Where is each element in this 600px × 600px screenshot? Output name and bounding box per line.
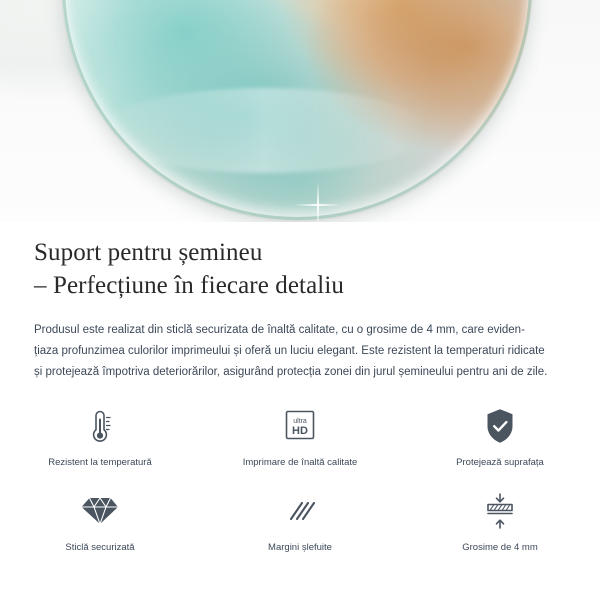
svg-text:ultra: ultra bbox=[293, 418, 307, 425]
copy-block bbox=[0, 222, 600, 383]
feature-item-surface-protection bbox=[400, 398, 600, 469]
feature-item-temperature bbox=[0, 398, 200, 469]
ultra-hd-icon bbox=[278, 404, 322, 448]
round-glass-panel bbox=[62, 0, 532, 220]
feature-label: Protejează suprafața bbox=[456, 457, 544, 468]
feature-item-print-quality bbox=[200, 398, 400, 469]
headline-line-1: Suport pentru șemineu bbox=[34, 239, 263, 266]
feature-item-polished-edges bbox=[200, 483, 400, 554]
thermometer-icon bbox=[78, 404, 122, 448]
shield-check-icon bbox=[478, 404, 522, 448]
feature-item-tempered-glass bbox=[0, 483, 200, 554]
feature-grid bbox=[0, 398, 600, 554]
feature-label: Grosime de 4 mm bbox=[462, 542, 538, 553]
polished-edges-icon bbox=[278, 489, 322, 533]
feature-label: Sticlă securizată bbox=[65, 542, 135, 553]
headline-line-2: – Perfecțiune în fiecare detaliu bbox=[34, 272, 344, 299]
feature-label: Rezistent la temperatură bbox=[48, 457, 152, 468]
feature-item-thickness bbox=[400, 483, 600, 554]
product-description: Produsul este realizat din sticlă securizata de înaltă calitate, cu o grosime de 4 mm, care eviden-țiaza profunzimea culorilor imprimeului și oferă un luciu elegant. Este rezistent la temperaturi ridicate și protejează împotriva deteriorărilor, asigurând protecția zonei din jurul șemineului pentru ani de zile. bbox=[34, 324, 548, 378]
feature-label: Margini șlefuite bbox=[268, 542, 332, 553]
diamond-icon bbox=[78, 489, 122, 533]
hero-image bbox=[0, 0, 600, 222]
page-title bbox=[0, 222, 600, 302]
thickness-4mm-icon bbox=[478, 489, 522, 533]
svg-text:HD: HD bbox=[292, 425, 308, 437]
feature-label: Imprimare de înaltă calitate bbox=[242, 457, 358, 468]
